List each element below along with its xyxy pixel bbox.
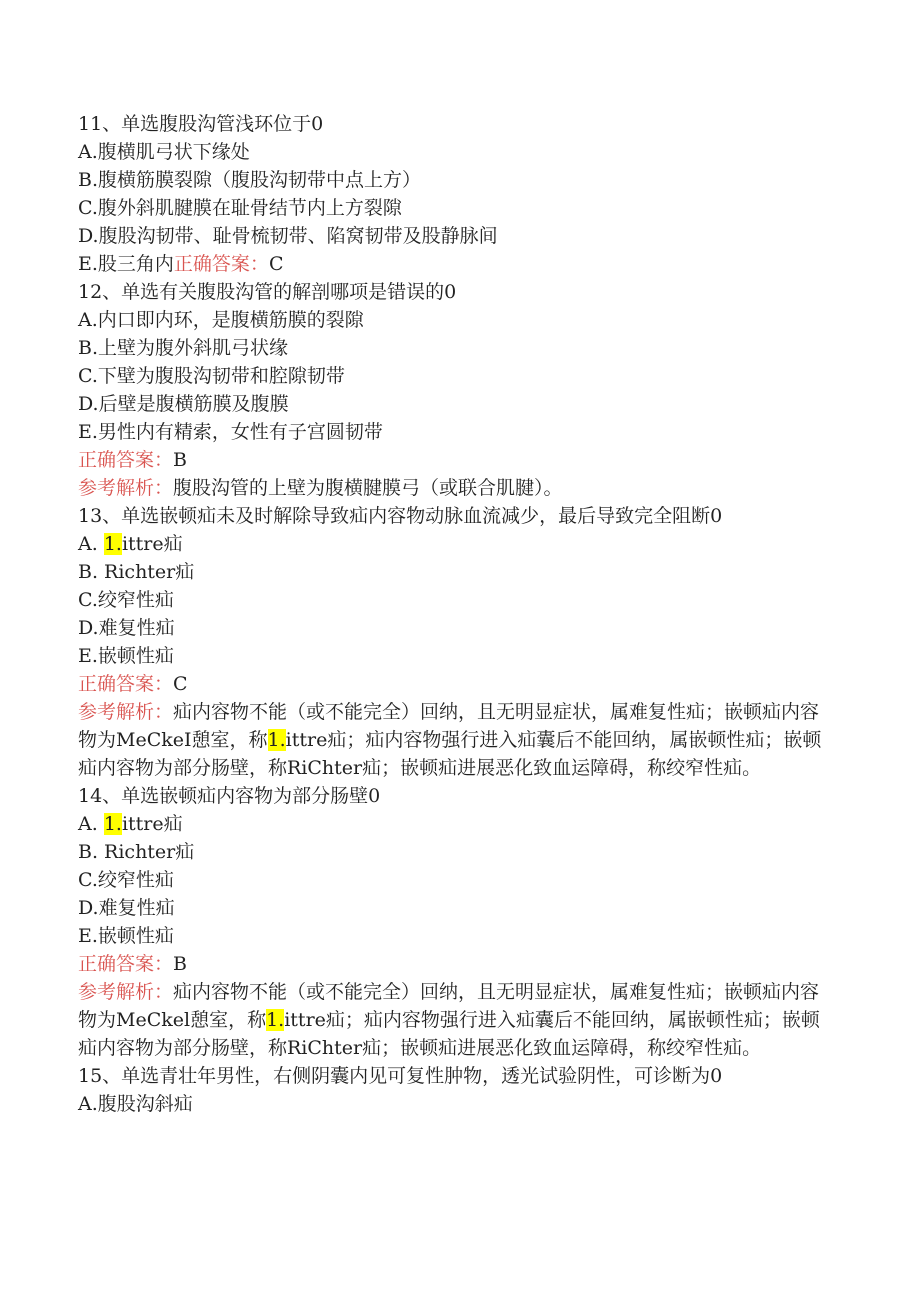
q14-explain-row — [78, 978, 838, 1062]
q11-option-a: A.腹横肌弓状下缘处 — [78, 141, 250, 163]
q11-answer: C — [268, 253, 284, 275]
q11-option-c: C.腹外斜肌腱膜在耻骨结节内上方裂隙 — [78, 197, 402, 219]
q12-option-d: D.后壁是腹横筋膜及腹膜 — [78, 393, 289, 415]
q11-stem: 11、单选腹股沟管浅环位于0 — [78, 113, 324, 135]
q11-option-b: B.腹横筋膜裂隙（腹股沟韧带中点上方） — [78, 169, 422, 191]
q13-option-c: C.绞窄性疝 — [78, 589, 174, 611]
q14-answer-label: 正确答案： — [78, 953, 174, 975]
q13-answer: C — [173, 673, 188, 695]
q13-explain-label: 参考解析： — [78, 701, 174, 723]
q12-answer-row — [78, 446, 838, 474]
q13-option-d: D.难复性疝 — [78, 617, 175, 639]
q12-option-b: B.上壁为腹外斜肌弓状缘 — [78, 337, 289, 359]
q14-option-e: E.嵌顿性疝 — [78, 925, 174, 947]
q14-explain-highlight: 1. — [266, 1009, 285, 1031]
q14-explain-label: 参考解析： — [78, 981, 174, 1003]
q13-option-b: B. Richter疝 — [78, 561, 195, 583]
q15-stem: 15、单选青壮年男性，右侧阴囊内见可复性肿物，透光试验阴性，可诊断为0 — [78, 1065, 723, 1087]
q12-option-a: A.内口即内环，是腹横筋膜的裂隙 — [78, 309, 364, 331]
q13-option-a-highlight: 1. — [103, 533, 122, 555]
q13-explain-part2: ittre疝；疝内容物强行进入疝囊后不能回纳，属嵌顿性疝；嵌顿疝内容物为部分肠壁，称RiChter疝；嵌顿疝进展恶化致血运障碍，称绞窄性疝。 — [78, 729, 822, 779]
q12-option-c: C.下壁为腹股沟韧带和腔隙韧带 — [78, 365, 345, 387]
q12-answer-label: 正确答案： — [78, 449, 174, 471]
q14-stem: 14、单选嵌顿疝内容物为部分肠壁0 — [78, 785, 381, 807]
q13-option-a-rest: ittre疝 — [121, 533, 183, 555]
q12-answer: B — [173, 449, 187, 471]
q14-option-a — [78, 810, 838, 838]
q11-answer-label: 正确答案： — [173, 253, 269, 275]
q11-option-d: D.腹股沟韧带、耻骨梳韧带、陷窝韧带及股静脉间 — [78, 225, 498, 247]
q11-option-e-row — [78, 250, 838, 278]
q11-option-e: E.股三角内 — [78, 253, 174, 275]
q13-option-a-prefix: A. — [78, 533, 104, 555]
q14-explain-part2: ittre疝；疝内容物强行进入疝囊后不能回纳，属嵌顿性疝；嵌顿疝内容物为部分肠壁，称RiChter疝；嵌顿疝进展恶化致血运障碍，称绞窄性疝。 — [78, 1009, 820, 1059]
q14-explain-part1: 疝内容物不能（或不能完全）回纳，且无明显症状，属难复性疝；嵌顿疝内容物为MeCkel憩室，称 — [78, 981, 820, 1031]
q14-answer: B — [173, 953, 187, 975]
q13-option-e: E.嵌顿性疝 — [78, 645, 174, 667]
q12-explain-label: 参考解析： — [78, 477, 174, 499]
document-page — [78, 110, 838, 1118]
q15-option-a: A.腹股沟斜疝 — [78, 1093, 193, 1115]
q13-answer-label: 正确答案： — [78, 673, 174, 695]
q13-explain-part1: 疝内容物不能（或不能完全）回纳，且无明显症状，属难复性疝；嵌顿疝内容物为MeCkeI憩室，称 — [78, 701, 820, 751]
q14-answer-row — [78, 950, 838, 978]
q14-option-a-rest: ittre疝 — [121, 813, 183, 835]
q13-answer-row — [78, 670, 838, 698]
q12-stem: 12、单选有关腹股沟管的解剖哪项是错误的0 — [78, 281, 457, 303]
q12-option-e: E.男性内有精索，女性有子宫圆韧带 — [78, 421, 383, 443]
q12-explain: 腹股沟管的上壁为腹横腱膜弓（或联合肌腱）。 — [173, 477, 563, 499]
q14-option-d: D.难复性疝 — [78, 897, 175, 919]
q14-option-a-prefix: A. — [78, 813, 104, 835]
q13-explain-row — [78, 698, 838, 782]
q13-option-a — [78, 530, 838, 558]
q14-option-a-highlight: 1. — [103, 813, 122, 835]
q14-option-c: C.绞窄性疝 — [78, 869, 174, 891]
q13-stem: 13、单选嵌顿疝未及时解除导致疝内容物动脉血流减少，最后导致完全阻断0 — [78, 505, 723, 527]
q12-explain-row — [78, 474, 838, 502]
q13-explain-highlight: 1. — [267, 729, 286, 751]
q14-option-b: B. Richter疝 — [78, 841, 195, 863]
